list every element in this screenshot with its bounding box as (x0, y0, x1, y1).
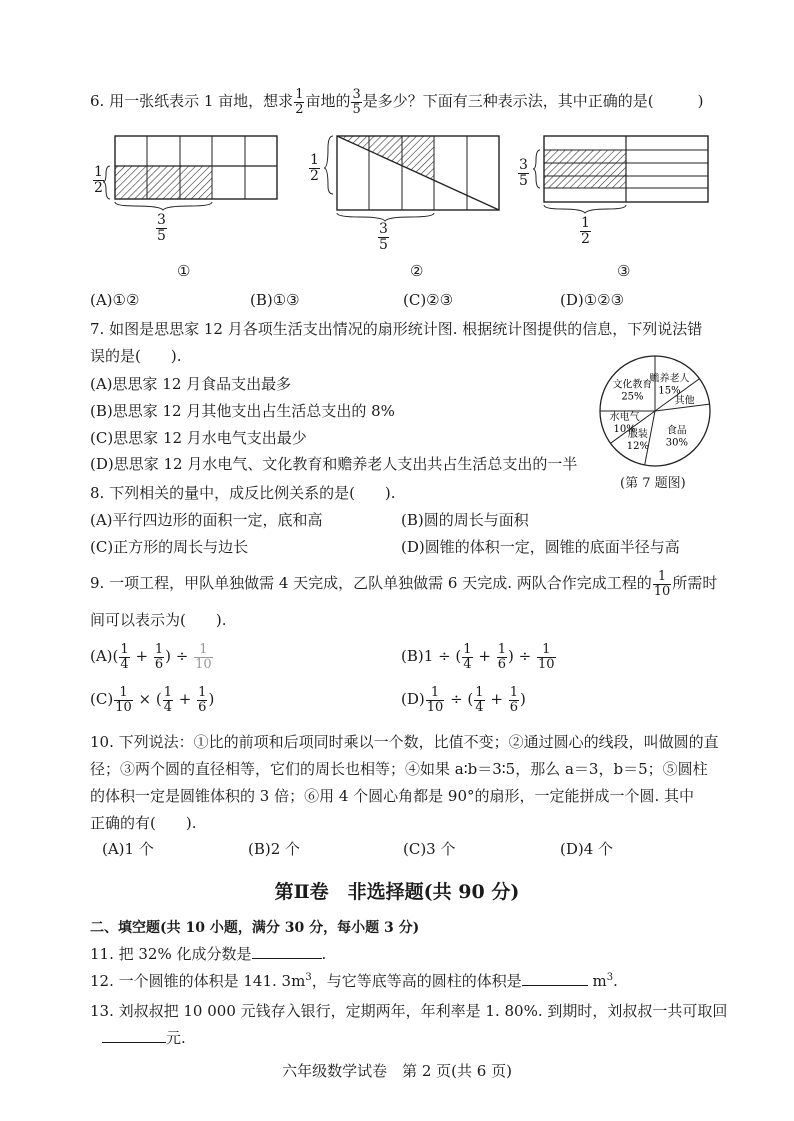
q9-option-c: (C) $\frac{1}{10}$ × ( $\frac{1}{4}$ + $\frac{1}{6}$ ) (90, 685, 215, 715)
pie-slice-label: 赡养老人 (649, 373, 690, 385)
q9-fraction-tenth: $\frac{1}{10}$ (653, 569, 671, 599)
q10-line4: 正确的有( ). (90, 814, 197, 832)
q10-line1: 10. 下列说法：①比的前项和后项同时乘以一个数，比值不变；②通过圆心的线段，叫做圆的直 (90, 733, 719, 751)
q10-line3: 的体积一定是圆锥体积的 3 倍；⑥用 4 个圆心角都是 90°的扇形，一定能拼成一个圆. 其中 (90, 787, 695, 805)
q12: 12. 一个圆锥的体积是 141. $3m^3$，与它等底等高的圆柱的体积是 $m^3$. (90, 972, 618, 990)
q6-option-b: (B)①③ (250, 291, 300, 309)
fig1-label: ① (177, 262, 191, 280)
q11-answer-blank[interactable] (252, 958, 322, 959)
fig1-bottom-fraction: $\frac{3}{5}$ (157, 212, 166, 244)
page-footer: 六年级数学试卷 第 2 页(共 6 页) (282, 1062, 512, 1080)
q6-fraction-three-fifths: $\frac{3}{5}$ (352, 87, 361, 117)
figure-2 (324, 136, 499, 221)
q8-option-b: (B)圆的周长与面积 (401, 511, 529, 529)
q9-option-a: (A)( $\frac{1}{4}$ + $\frac{1}{6}$ ) ÷ $\frac{1}{10}$ (90, 642, 212, 672)
q13-answer-blank[interactable] (102, 1042, 166, 1043)
q10-line2: 径；③两个圆的直径相等，它们的周长也相等；④如果 a∶b＝3∶5，那么 a＝3，b＝5；⑤圆柱 (90, 760, 708, 778)
q13-line2: 元. (102, 1027, 186, 1048)
fig3-bottom-fraction: $\frac{1}{2}$ (581, 215, 590, 247)
q12-answer-blank[interactable] (522, 985, 588, 986)
q6-option-d: (D)①②③ (560, 291, 625, 309)
q6-options (90, 291, 730, 311)
fig2-label: ② (410, 262, 424, 280)
section-2-title: 第Ⅱ卷 非选择题(共 90 分) (274, 881, 520, 903)
fig3-side-fraction: $\frac{3}{5}$ (519, 157, 528, 189)
pie-slice-value: 25% (621, 391, 644, 403)
q9-line2: 间可以表示为( ). (90, 611, 227, 629)
q8-option-a: (A)平行四边形的面积一定，底和高 (90, 511, 323, 529)
pie-slice-label: 文化教育 (612, 379, 653, 391)
fig2-bottom-fraction: $\frac{3}{5}$ (379, 221, 388, 253)
pie-slice-label: 食品 (666, 425, 687, 437)
q7-option-c: (C)思思家 12 月水电气支出最少 (90, 429, 307, 447)
q11: 11. 把 32% 化成分数是 . (90, 945, 327, 963)
figure-3 (533, 136, 708, 213)
q7-option-a: (A)思思家 12 月食品支出最多 (90, 375, 292, 393)
figure-1 (103, 136, 277, 210)
q13-line1: 13. 刘叔叔把 10 000 元钱存入银行，定期两年，年利率是 1. 80%. 到期时，刘叔叔一共可取回 (90, 1002, 728, 1020)
section-2-subtitle: 二、填空题(共 10 小题，满分 30 分，每小题 3 分) (90, 920, 420, 936)
q6-stem: 6. 用一张纸表示 1 亩地，想求 $\frac{1}{2}$ 亩地的 $\frac{3}{5}$ 是多少？下面有三种表示法，其中正确的是( ) (90, 87, 704, 117)
q10-option-d: (D)4 个 (560, 840, 614, 858)
q8-stem: 8. 下列相关的量中，成反比例关系的是( ). (90, 484, 396, 502)
q9-option-b: (B)1 ÷ ( $\frac{1}{4}$ + $\frac{1}{6}$ ) ÷ $\frac{1}{10}$ (401, 642, 555, 672)
q7-figure-caption: (第 7 题图) (620, 476, 686, 491)
q10-option-a: (A)1 个 (102, 840, 154, 858)
q7-line2: 误的是( ). (90, 347, 182, 365)
q6-fraction-half: $\frac{1}{2}$ (295, 87, 304, 117)
q10-options (90, 838, 710, 858)
q9-stem: 9. 一项工程，甲队单独做需 4 天完成，乙队单独做需 6 天完成. 两队合作完成工程的 $\frac{1}{10}$ 所需时 (90, 569, 718, 599)
pie-slice-label: 水电气 (609, 411, 640, 423)
fig1-side-fraction: $\frac{1}{2}$ (94, 164, 103, 196)
q6-option-a: (A)①② (90, 291, 140, 309)
pie-slice-value: 30% (665, 437, 688, 449)
q7-pie-chart (590, 355, 720, 470)
q6-option-c: (C)②③ (403, 291, 454, 309)
pie-slice-value: 12% (626, 440, 650, 452)
q7-option-d: (D)思思家 12 月水电气、文化教育和赡养老人支出共占生活总支出的一半 (90, 455, 578, 473)
q8-option-d: (D)圆锥的体积一定，圆锥的底面半径与高 (401, 538, 680, 556)
q10-option-c: (C)3 个 (403, 840, 456, 858)
fig2-side-fraction: $\frac{1}{2}$ (310, 152, 319, 184)
pie-slice-value: 10% (613, 423, 636, 435)
q10-option-b: (B)2 个 (248, 840, 301, 858)
pie-slice-label: 服装 (627, 428, 648, 440)
q7-line1: 7. 如图是思思家 12 月各项生活支出情况的扇形统计图. 根据统计图提供的信息，下列说法错 (90, 320, 703, 338)
pie-slice-value: 15% (658, 385, 681, 397)
q8-option-c: (C)正方形的周长与边长 (90, 538, 249, 556)
q9-option-d: (D) $\frac{1}{10}$ ÷ ( $\frac{1}{4}$ + $\frac{1}{6}$ ) (401, 685, 526, 715)
q6-figures (0, 128, 794, 288)
fig3-label: ③ (617, 262, 631, 280)
q7-option-b: (B)思思家 12 月其他支出占生活总支出的 8% (90, 402, 395, 420)
pie-slice-label: 其他 (674, 395, 695, 407)
